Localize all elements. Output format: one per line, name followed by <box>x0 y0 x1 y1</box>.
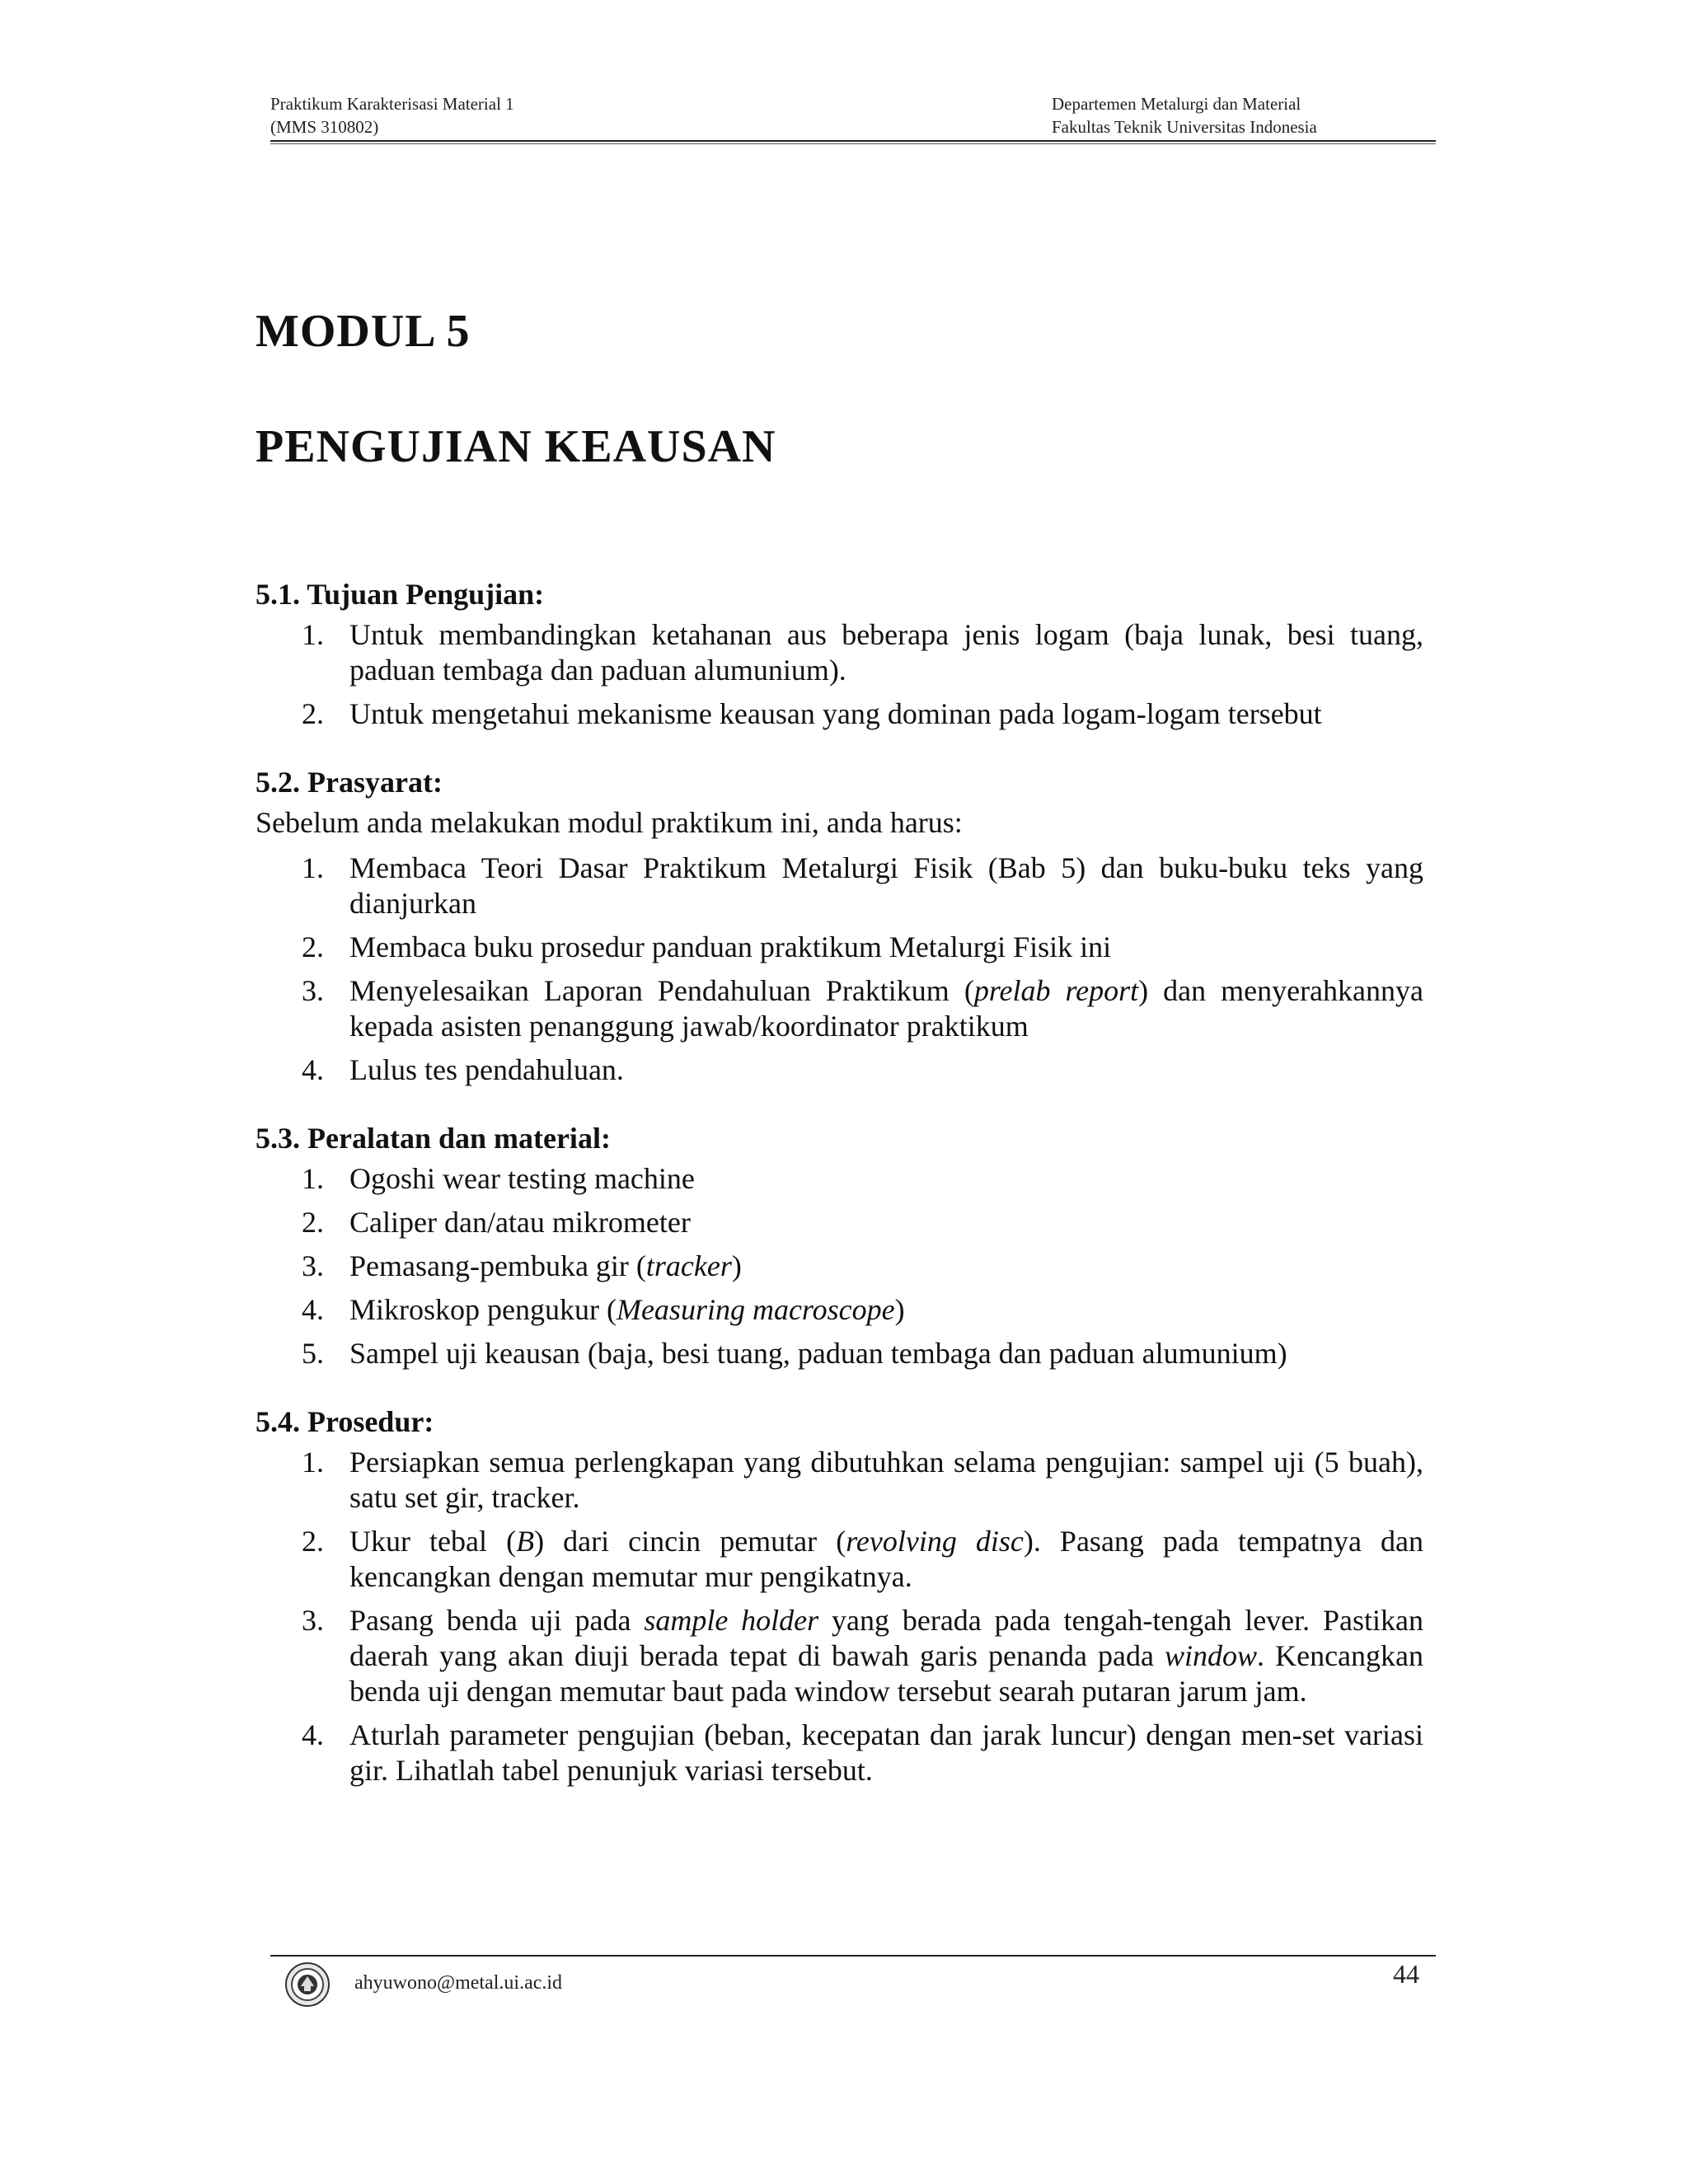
list-item <box>256 930 1423 965</box>
section-prasyarat <box>256 765 1423 1088</box>
section-heading: 5.3. Peralatan dan material: <box>256 1122 611 1155</box>
item-number: 2. <box>302 930 324 963</box>
item-number: 1. <box>302 1162 324 1195</box>
university-seal-icon <box>284 1961 331 2008</box>
section-heading: 5.1. Tujuan Pengujian: <box>256 578 545 611</box>
list-item <box>256 851 1423 921</box>
item-text <box>349 973 1423 1044</box>
item-number: 3. <box>302 1604 324 1637</box>
item-text: Persiapkan semua perlengkapan yang dibutuhkan selama pengujian: sampel uji (5 buah), satu set gir, tracker. <box>349 1446 1423 1514</box>
item-number: 5. <box>302 1337 324 1370</box>
list-item <box>256 973 1423 1044</box>
list-item <box>256 617 1423 688</box>
list-item <box>256 1249 1423 1284</box>
list-item <box>256 1718 1423 1788</box>
item-number: 1. <box>302 1446 324 1479</box>
list-item <box>256 1336 1423 1371</box>
item-text: Membaca buku prosedur panduan praktikum Metalurgi Fisik ini <box>349 930 1112 963</box>
list-item <box>256 1524 1423 1595</box>
section-peralatan <box>256 1121 1423 1371</box>
header-divider <box>270 140 1436 142</box>
item-text <box>349 1249 1423 1284</box>
text-run: . Kencangkan benda uji dengan memutar baut pada window tersebut searah putaran jarum jam. <box>349 1639 1423 1708</box>
page-number: 44 <box>1393 1959 1419 1989</box>
item-text: Untuk membandingkan ketahanan aus beberapa jenis logam (baja lunak, besi tuang, paduan tembaga dan paduan alumunium). <box>349 618 1423 687</box>
objective-list <box>256 617 1423 732</box>
item-number: 2. <box>302 1206 324 1239</box>
text-run: yang berada pada tengah-tengah lever. Pastikan daerah yang akan diuji berada tepat di bawah garis penanda pada <box>349 1604 1424 1672</box>
department-name: Departemen Metalurgi dan Material <box>1052 94 1301 114</box>
text-run: Ukur tebal ( <box>349 1525 517 1558</box>
header-right <box>1052 92 1317 138</box>
item-text: Aturlah parameter pengujian (beban, kecepatan dan jarak luncur) dengan men-set variasi gir. Lihatlah tabel penunjuk variasi tersebut. <box>349 1718 1423 1787</box>
item-text: Membaca Teori Dasar Praktikum Metalurgi Fisik (Bab 5) dan buku-buku teks yang dianjurkan <box>349 851 1423 920</box>
text-run: Menyelesaikan Laporan Pendahuluan Praktikum ( <box>349 974 974 1007</box>
item-text: Caliper dan/atau mikrometer <box>349 1206 691 1239</box>
item-text <box>349 1524 1423 1595</box>
list-item <box>256 1445 1423 1516</box>
item-number: 1. <box>302 618 324 651</box>
section-intro: Sebelum anda melakukan modul praktikum ini, anda harus: <box>256 806 963 839</box>
italic-term: window <box>1165 1639 1258 1672</box>
italic-term: sample holder <box>644 1604 819 1637</box>
document-body <box>256 577 1423 1821</box>
text-run: Pemasang-pembuka gir ( <box>349 1249 646 1282</box>
text-run: ). Pasang pada tempatnya dan kencangkan dengan memutar mur pengikatnya. <box>349 1525 1423 1593</box>
item-number: 1. <box>302 851 324 884</box>
item-number: 4. <box>302 1718 324 1751</box>
italic-term: B <box>516 1525 535 1558</box>
italic-term: Measuring macroscope <box>616 1293 895 1326</box>
header-divider-thin <box>270 143 1436 144</box>
text-run: ) dan menyerahkannya kepada asisten penanggung jawab/koordinator praktikum <box>349 974 1423 1043</box>
header-left <box>270 92 514 138</box>
italic-term: revolving disc <box>846 1525 1024 1558</box>
item-text: Ogoshi wear testing machine <box>349 1162 695 1195</box>
item-text <box>349 1603 1423 1709</box>
section-heading: 5.2. Prasyarat: <box>256 766 443 799</box>
italic-term: tracker <box>645 1249 732 1282</box>
item-number: 4. <box>302 1293 324 1326</box>
item-number: 4. <box>302 1053 324 1086</box>
item-number: 3. <box>302 974 324 1007</box>
italic-term: prelab report <box>973 974 1139 1007</box>
text-run: ) <box>731 1249 742 1282</box>
footer-divider <box>270 1955 1436 1957</box>
item-text: Lulus tes pendahuluan. <box>349 1053 624 1086</box>
module-title: MODUL 5 <box>256 306 471 357</box>
text-run: ) dari cincin pemutar ( <box>534 1525 846 1558</box>
list-item <box>256 1603 1423 1709</box>
equipment-list <box>256 1161 1423 1371</box>
text-run: ) <box>894 1293 905 1326</box>
list-item <box>256 1052 1423 1088</box>
list-item <box>256 1161 1423 1197</box>
author-email: ahyuwono@metal.ui.ac.id <box>354 1972 563 1994</box>
list-item <box>256 696 1423 732</box>
list-item <box>256 1205 1423 1240</box>
procedure-list <box>256 1445 1423 1788</box>
prerequisite-list <box>256 851 1423 1088</box>
item-text: Sampel uji keausan (baja, besi tuang, paduan tembaga dan paduan alumunium) <box>349 1337 1287 1370</box>
text-run: Pasang benda uji pada <box>349 1604 645 1637</box>
faculty-name: Fakultas Teknik Universitas Indonesia <box>1052 117 1317 137</box>
course-name: Praktikum Karakterisasi Material 1 <box>270 94 514 114</box>
course-code: (MMS 310802) <box>270 117 379 137</box>
module-subtitle: PENGUJIAN KEAUSAN <box>256 421 776 472</box>
item-number: 2. <box>302 697 324 730</box>
item-number: 3. <box>302 1249 324 1282</box>
item-text: Untuk mengetahui mekanisme keausan yang dominan pada logam-logam tersebut <box>349 697 1322 730</box>
section-prosedur <box>256 1404 1423 1788</box>
text-run: Mikroskop pengukur ( <box>349 1293 617 1326</box>
list-item <box>256 1292 1423 1328</box>
item-text <box>349 1292 1423 1328</box>
section-heading: 5.4. Prosedur: <box>256 1405 434 1438</box>
item-number: 2. <box>302 1525 324 1558</box>
section-tujuan <box>256 577 1423 732</box>
